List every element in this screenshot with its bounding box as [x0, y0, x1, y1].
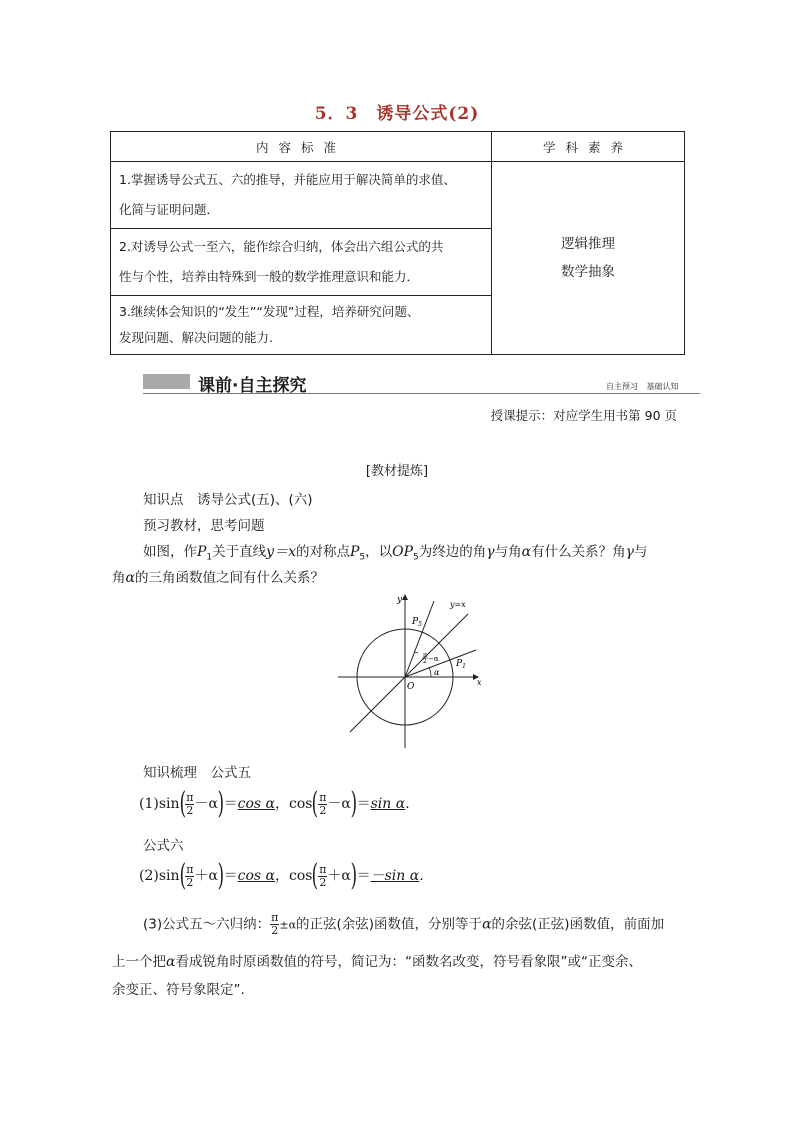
material-heading: [教材提炼]: [365, 464, 429, 479]
formula-6-heading: 公式六: [143, 838, 184, 854]
formula-1: (1)sin( $\frac{\pi}{2}$ －α)＝cos α，cos( $\frac{\pi}{2}$ －α)＝sin α.: [139, 786, 410, 821]
goal-1: 1.掌握诱导公式五、六的推导，并能应用于解决简单的求值、 化简与证明问题．: [111, 162, 492, 229]
answer-sin-alpha: sin α: [370, 796, 406, 812]
section-tags: 自主预习 基础认知: [606, 382, 679, 391]
question-line-1: 如图，作$P_1$关于直线y＝x的对称点$P_5$，以$OP_5$为终边的角γ与角α有什么关系？角γ与: [143, 544, 648, 563]
section-divider: [143, 393, 700, 394]
knowledge-sorting: 知识梳理 公式五: [143, 765, 251, 781]
goal-3: 3.继续体会知识的“发生”“发现”过程，培养研究问题、 发现问题、解决问题的能力.: [111, 296, 492, 355]
literacy-header: 学科素养: [492, 132, 685, 162]
x-axis-label: x: [477, 678, 482, 687]
p5-label: $P_5$: [412, 617, 422, 628]
alpha-label: α: [434, 668, 440, 677]
answer-neg-sin-alpha: －sin α: [370, 868, 420, 884]
y-axis-label: y: [397, 595, 403, 605]
summary-line-2: 上一个把α看成锐角时原函数值的符号，简记为：“函数名改变，符号看象限”或“正变余、: [112, 954, 642, 970]
summary-line-1: (3)公式五～六归纳： $\frac{\pi}{2}$ ±α的正弦(余弦)函数值，分别等于α的余弦(正弦)函数值，前面加: [143, 911, 665, 937]
goal-2: 2.对诱导公式一至六，能作综合归纳，体会出六组公式的共 性与个性，培养由特殊到一般的数学推理意识和能力．: [111, 229, 492, 296]
formula-2: (2)sin( $\frac{\pi}{2}$ ＋α)＝cos α，cos( $\frac{\pi}{2}$ ＋α)＝－sin α.: [139, 858, 424, 893]
p1-label: $P_1$: [456, 659, 466, 670]
literacy-item: 逻辑推理: [561, 236, 615, 252]
unit-circle-figure: [338, 590, 488, 750]
line-y-equals-x: [350, 614, 468, 732]
literacy-item: 数学抽象: [561, 264, 615, 280]
section-bar: [143, 374, 190, 389]
standards-table: [110, 131, 685, 355]
minus-alpha-label: −α: [428, 655, 439, 663]
content-standard-header: 内容标准: [111, 132, 492, 162]
pi-half-num: π: [423, 652, 427, 659]
pi-half-den: 2: [423, 658, 427, 665]
question-line-2: 角α的三角函数值之间有什么关系？: [112, 570, 324, 586]
answer-cos-alpha: cos α: [237, 796, 276, 812]
preview-line: 预习教材，思考问题: [143, 518, 265, 534]
page-title: 5．3 诱导公式(2): [314, 104, 480, 124]
alpha-arc: [429, 667, 431, 677]
teaching-hint: 授课提示：对应学生用书第 90 页: [490, 408, 677, 423]
ray-op5: [405, 601, 434, 677]
summary-line-3: 余变正、符号象限定”.: [112, 982, 245, 998]
literacy-cell: [492, 162, 685, 355]
section-title: 课前·自主探究: [198, 376, 307, 396]
knowledge-point: 知识点 诱导公式(五)、(六): [143, 492, 313, 508]
origin-label: O: [407, 682, 415, 692]
answer-cos-alpha-2: cos α: [237, 868, 276, 884]
line-label: y=x: [450, 600, 466, 609]
